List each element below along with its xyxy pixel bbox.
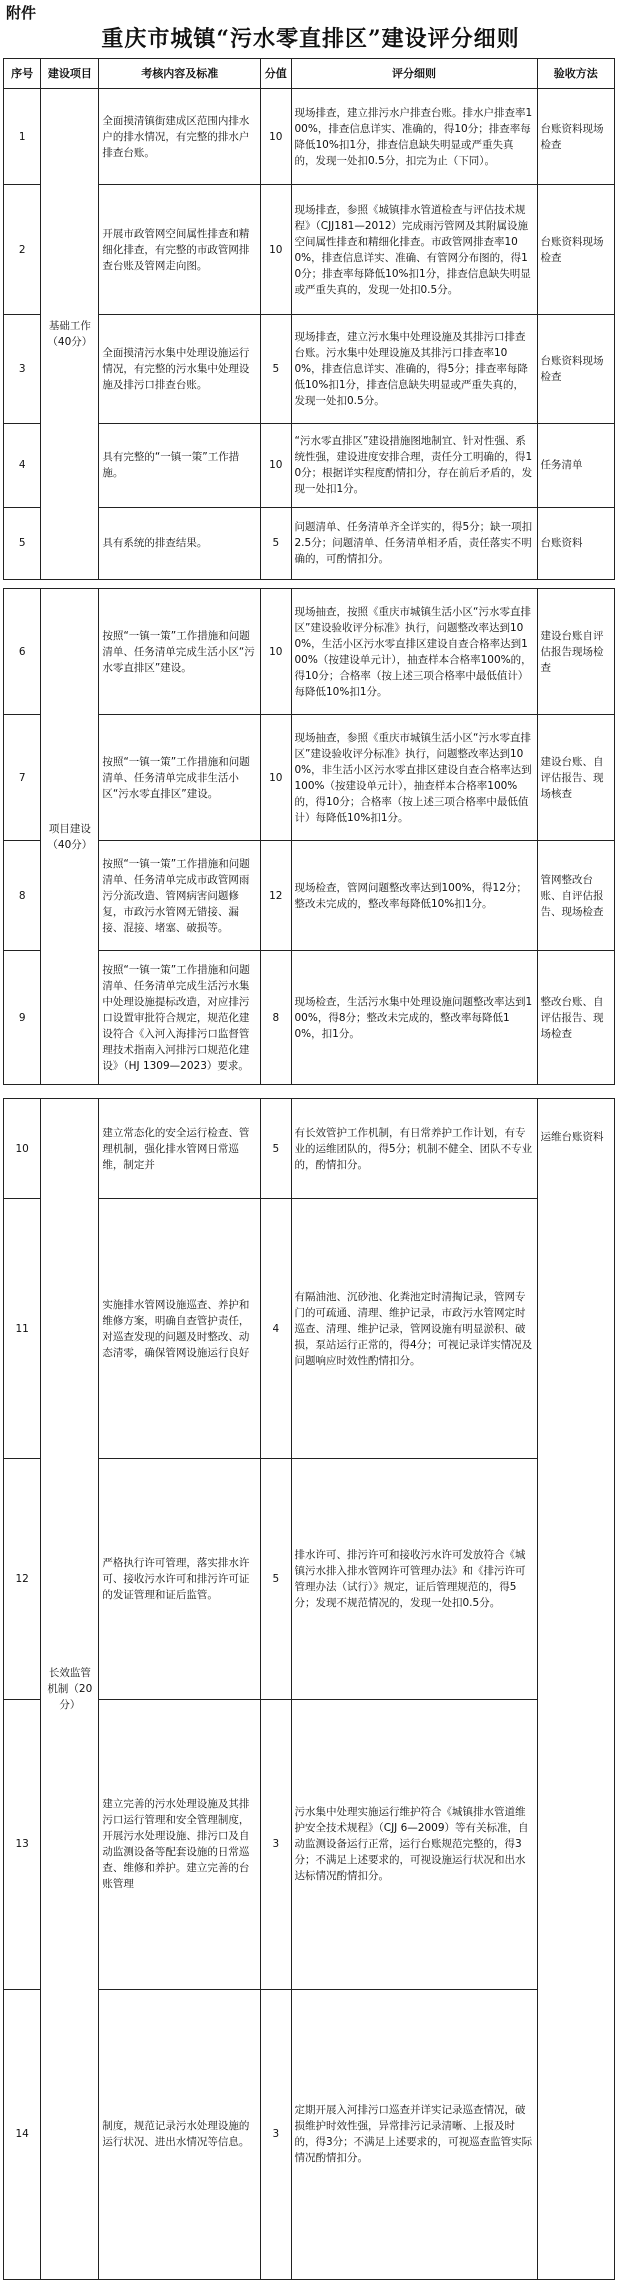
row-index: 8 (4, 841, 41, 951)
row-index: 4 (4, 423, 41, 507)
row-acceptance: 建设台账、自评估报告、现场核查 (537, 715, 614, 841)
row-criteria: 全面摸清镇街建成区范围内排水户的排水情况，有完整的排水户排查台账。 (99, 89, 261, 185)
attachment-label: 附件 (6, 4, 37, 22)
row-details: 问题清单、任务清单齐全详实的，得5分；缺一项扣2.5分；问题清单、任务清单相矛盾，责任落实不明确的，可酌情扣分。 (291, 507, 537, 579)
row-index: 5 (4, 507, 41, 579)
row-details: 现场检查，管网问题整改率达到100%，得12分；整改未完成的，整改率每降低10%扣1分。 (291, 841, 537, 951)
row-criteria: 开展市政管网空间属性排查和精细化排查，有完整的市政管网排查台账及管网走向图。 (99, 185, 261, 315)
scoring-table-part-1 (3, 58, 615, 580)
row-details: 排水许可、排污许可和接收污水许可发放符合《城镇污水排入排水管网许可管理办法》和《排污许可管理办法（试行）》规定，证后管理规范的，得5分；发现不规范情况的，发现一处扣0.5分。 (291, 1459, 537, 1699)
row-details: 现场排查，建立污水集中处理设施及其排污口排查台账。污水集中处理设施及其排污口排查率100%，排查信息详实、准确的，得5分；排查率每降低10%扣1分，排查信息缺失明显或严重失真的，发现一处扣0.5分。 (291, 315, 537, 423)
row-acceptance: 建设台账自评估报告现场检查 (537, 589, 614, 715)
row-index: 9 (4, 951, 41, 1085)
category-cell: 基础工作（40分） (41, 89, 99, 580)
row-criteria: 按照“一镇一策”工作措施和问题清单、任务清单完成非生活小区“污水零直排区”建设。 (99, 715, 261, 841)
row-details: “污水零直排区”建设措施图地制宜、针对性强、系统性强，建设进度安排合理，责任分工明确的，得10分；根据详实程度酌情扣分，存在前后矛盾的，发现一处扣1分。 (291, 423, 537, 507)
row-index: 2 (4, 185, 41, 315)
row-score: 3 (261, 1989, 291, 2279)
row-criteria: 制度，规范记录污水处理设施的运行状况、进出水情况等信息。 (99, 1989, 261, 2279)
header-details: 评分细则 (291, 59, 537, 89)
row-acceptance: 运维台账资料 (537, 1099, 614, 2280)
row-criteria: 具有完整的“一镇一策”工作措施。 (99, 423, 261, 507)
row-score: 5 (261, 1099, 291, 1199)
row-index: 1 (4, 89, 41, 185)
row-index: 13 (4, 1699, 41, 1989)
row-score: 4 (261, 1199, 291, 1459)
header-criteria: 考核内容及标准 (99, 59, 261, 89)
row-score: 10 (261, 423, 291, 507)
header-acceptance: 验收方法 (537, 59, 614, 89)
row-details: 有长效管护工作机制，有日常养护工作计划，有专业的运维团队的，得5分；机制不健全、团队不专业的，酌情扣分。 (291, 1099, 537, 1199)
row-details: 污水集中处理实施运行维护符合《城镇排水管道维护安全技术规程》（CJJ 6—2009）等有关标准，自动监测设备运行正常，运行台账规范完整的，得3分；不满足上述要求的，可视设施运行状况和出水达标情况酌情扣分。 (291, 1699, 537, 1989)
page-title: 重庆市城镇“污水零直排区”建设评分细则 (101, 26, 520, 52)
row-score: 5 (261, 507, 291, 579)
header-index: 序号 (4, 59, 41, 89)
row-acceptance: 台账资料 (537, 507, 614, 579)
header-category: 建设项目 (41, 59, 99, 89)
table-row (4, 589, 615, 715)
row-score: 5 (261, 315, 291, 423)
row-criteria: 严格执行许可管理，落实排水许可、接收污水许可和排污许可证的发证管理和证后监管。 (99, 1459, 261, 1699)
row-score: 3 (261, 1699, 291, 1989)
row-score: 12 (261, 841, 291, 951)
row-acceptance: 台账资料现场检查 (537, 185, 614, 315)
row-index: 14 (4, 1989, 41, 2279)
row-index: 3 (4, 315, 41, 423)
row-index: 11 (4, 1199, 41, 1459)
row-index: 12 (4, 1459, 41, 1699)
row-criteria: 全面摸清污水集中处理设施运行情况，有完整的污水集中处理设施及排污口排查台账。 (99, 315, 261, 423)
row-details: 现场抽查，按照《重庆市城镇生活小区“污水零直排区”建设验收评分标准》执行，问题整改率达到100%，生活小区污水零直排区建设自查合格率达到100%（按建设单元计），抽查样本合格率100%的，得10分；合格率（按上述三项合格率中最低值计）每降低10%扣1分。 (291, 589, 537, 715)
row-acceptance: 整改台账、自评估报告、现场检查 (537, 951, 614, 1085)
table-row (4, 89, 615, 185)
row-score: 10 (261, 89, 291, 185)
row-criteria: 按照“一镇一策”工作措施和问题清单、任务清单完成市政管网雨污分流改造、管网病害问题修复，市政污水管网无错接、漏接、混接、堵塞、破损等。 (99, 841, 261, 951)
row-index: 10 (4, 1099, 41, 1199)
row-criteria: 实施排水管网设施巡查、养护和维修方案，明确自查管护责任，对巡查发现的问题及时整改、动态清零，确保管网设施运行良好 (99, 1199, 261, 1459)
row-criteria: 具有系统的排查结果。 (99, 507, 261, 579)
row-score: 5 (261, 1459, 291, 1699)
row-criteria: 建立完善的污水处理设施及其排污口运行管理和安全管理制度，开展污水处理设施、排污口及自动监测设备等配套设施的日常巡查、维修和养护。建立完善的台账管理 (99, 1699, 261, 1989)
row-acceptance: 管网整改台账、自评估报告、现场检查 (537, 841, 614, 951)
row-acceptance: 任务清单 (537, 423, 614, 507)
table-header-row (4, 59, 615, 89)
category-cell: 长效监管机制（20分） (41, 1099, 99, 2280)
row-details: 现场排查，参照《城镇排水管道检查与评估技术规程》（CJJ181—2012）完成雨污管网及其附属设施空间属性排查和精细化排查。市政管网排查率100%，排查信息详实、准确、有管网分布图的，得10分；排查率每降低10%扣1分，排查信息缺失明显或严重失真的，发现一处扣0.5分。 (291, 185, 537, 315)
scoring-table-part-2 (3, 588, 615, 1085)
table-row (4, 1099, 615, 1199)
row-acceptance: 台账资料现场检查 (537, 315, 614, 423)
header-score: 分值 (261, 59, 291, 89)
row-details: 现场抽查，参照《重庆市城镇生活小区“污水零直排区”建设验收评分标准》执行，问题整改率达到100%，非生活小区污水零直排区建设自查合格率达到100%（按建设单元计），抽查样本合格率100%的，得10分；合格率（按上述三项合格率中最低值计）每降低10%扣1分。 (291, 715, 537, 841)
row-index: 6 (4, 589, 41, 715)
row-score: 10 (261, 715, 291, 841)
row-details: 有隔油池、沉砂池、化粪池定时清掏记录，管网专门的可疏通、清理、维护记录，市政污水管网定时巡查、清理、维护记录，管网设施有明显淤积、破损，泵站运行正常的，得4分；可视记录详实情况及问题响应时效性酌情扣分。 (291, 1199, 537, 1459)
row-details: 现场检查，生活污水集中处理设施问题整改率达到100%，得8分；整改未完成的，整改率每降低10%，扣1分。 (291, 951, 537, 1085)
row-acceptance: 台账资料现场检查 (537, 89, 614, 185)
row-details: 定期开展入河排污口巡查并详实记录巡查情况，破损维护时效性强，异常排污记录清晰、上报及时的，得3分；不满足上述要求的，可视巡查监管实际情况酌情扣分。 (291, 1989, 537, 2279)
row-criteria: 按照“一镇一策”工作措施和问题清单、任务清单完成生活污水集中处理设施提标改造，对应排污口设置审批符合规定，规范化建设符合《入河入海排污口监督管理技术指南入河排污口规范化建设》（HJ 1309—2023）要求。 (99, 951, 261, 1085)
row-index: 7 (4, 715, 41, 841)
row-criteria: 按照“一镇一策”工作措施和问题清单、任务清单完成生活小区“污水零直排区”建设。 (99, 589, 261, 715)
row-score: 10 (261, 185, 291, 315)
category-cell: 项目建设（40分） (41, 589, 99, 1085)
row-criteria: 建立常态化的安全运行检查、管理机制，强化排水管网日常巡维，制定并 (99, 1099, 261, 1199)
row-score: 10 (261, 589, 291, 715)
row-details: 现场排查，建立排污水户排查台账。排水户排查率100%，排查信息详实、准确的，得10分；排查率每降低10%扣1分，排查信息缺失明显或严重失真的，发现一处扣0.5分，扣完为止（下同）。 (291, 89, 537, 185)
row-score: 8 (261, 951, 291, 1085)
scoring-table-part-3 (3, 1098, 615, 2280)
